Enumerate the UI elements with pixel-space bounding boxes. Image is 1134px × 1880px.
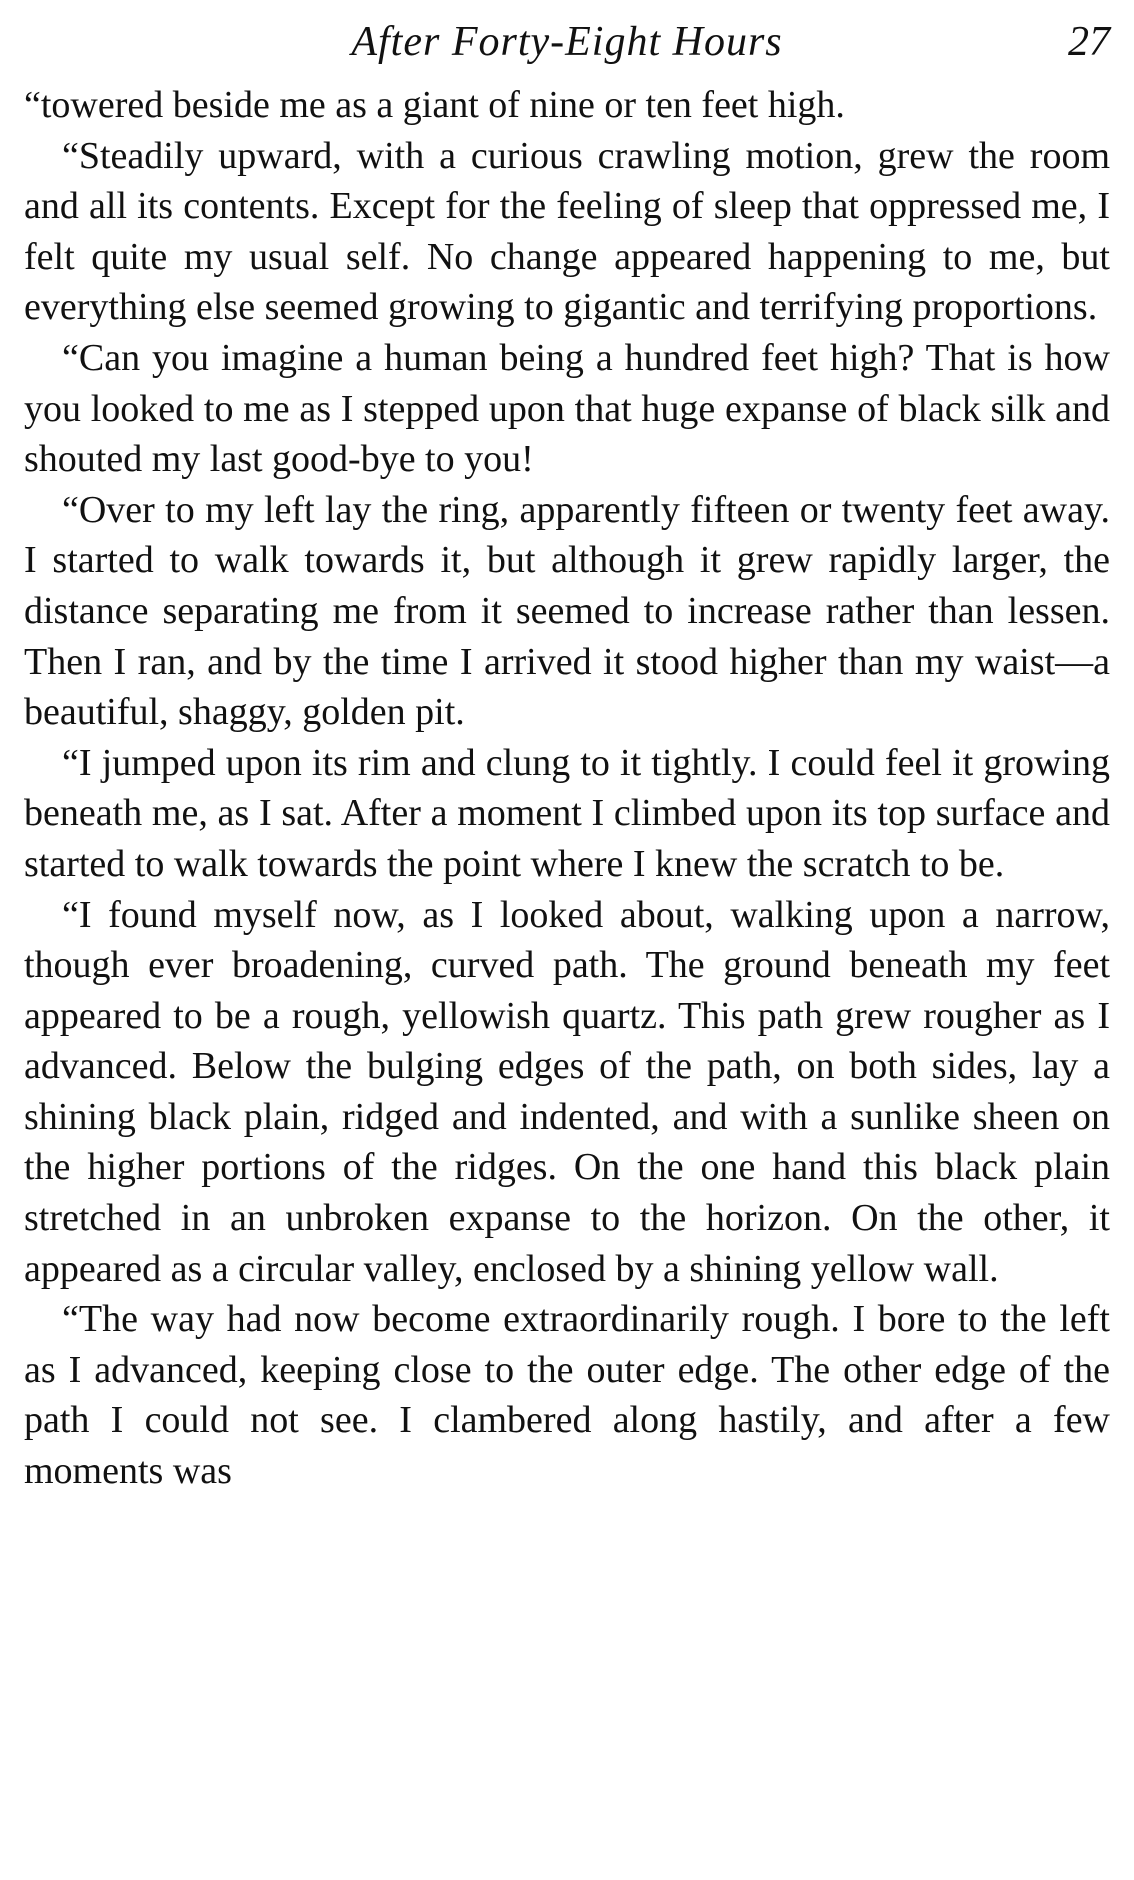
paragraph-2: “Steadily upward, with a curious crawling motion, grew the room and all its contents. Except for the feeling of sleep that oppressed me, I felt quite my usual self. No change appeared happening to me, but everything else seemed growing to gigantic and terrifying proportions. <box>24 134 1110 329</box>
running-head <box>24 10 1110 80</box>
paragraph-3: “Can you imagine a human being a hundred feet high? That is how you looked to me as I stepped upon that huge expanse of black silk and shouted my last good-bye to you! <box>24 336 1110 481</box>
paragraph-7: “The way had now become extraordinarily rough. I bore to the left as I advanced, keeping close to the outer edge. The other edge of the path I could not see. I clambered along hastily, and after a few moments was <box>24 1298 1110 1493</box>
paragraph-1: “towered beside me as a giant of nine or ten feet high. <box>24 84 845 126</box>
paragraph-4: “Over to my left lay the ring, apparently fifteen or twenty feet away. I started to walk towards it, but although it grew rapidly larger, the distance separating me from it seemed to increase rather than lessen. Then I ran, and by the time I arrived it stood higher than my waist—a beautiful, shaggy, golden pit. <box>24 488 1110 734</box>
page-number: 27 <box>1068 19 1110 65</box>
paragraph-6: “I found myself now, as I looked about, walking upon a narrow, though ever broadening, curved path. The ground beneath my feet appeared to be a rough, yellowish quartz. This path grew rougher as I advanced. Below the bulging edges of the path, on both sides, lay a shining black plain, ridged and indented, and with a sunlike sheen on the higher portions of the ridges. On the one hand this black plain stretched in an unbroken expanse to the horizon. On the other, it appeared as a circular valley, enclosed by a shining yellow wall. <box>24 893 1110 1290</box>
book-page <box>24 10 1110 1870</box>
body-text <box>24 80 1110 1497</box>
running-title: After Forty-Eight Hours <box>351 19 783 65</box>
paragraph-5: “I jumped upon its rim and clung to it tightly. I could feel it growing beneath me, as I sat. After a moment I climbed upon its top surface and started to walk towards the point where I knew the scratch to be. <box>24 741 1110 885</box>
